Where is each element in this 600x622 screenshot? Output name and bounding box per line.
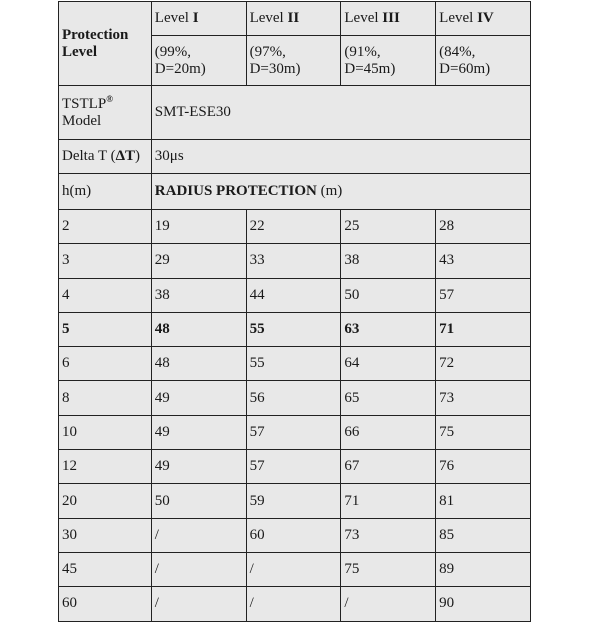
table-row — [59, 518, 531, 552]
radius-cell-level-4: 73 — [436, 381, 531, 415]
table-row — [59, 484, 531, 518]
level-4-header: Level IV — [436, 2, 531, 36]
radius-cell-level-1: 49 — [151, 450, 246, 484]
height-cell: 6 — [59, 347, 152, 381]
radius-cell-level-1: 19 — [151, 210, 246, 244]
level-3-detail: (91%, D=45m) — [341, 36, 436, 86]
level-1-detail: (99%, D=20m) — [151, 36, 246, 86]
radius-cell-level-1: 49 — [151, 381, 246, 415]
height-cell: 10 — [59, 415, 152, 449]
radius-cell-level-3: 73 — [341, 518, 436, 552]
radius-protection-table — [58, 1, 531, 622]
table-row — [59, 244, 531, 278]
table-row — [59, 381, 531, 415]
table-row — [59, 415, 531, 449]
radius-cell-level-4: 71 — [436, 312, 531, 346]
radius-cell-level-3: 38 — [341, 244, 436, 278]
radius-cell-level-3: 50 — [341, 278, 436, 312]
radius-cell-level-4: 89 — [436, 552, 531, 586]
radius-cell-level-4: 90 — [436, 587, 531, 621]
radius-cell-level-4: 76 — [436, 450, 531, 484]
radius-cell-level-1: 38 — [151, 278, 246, 312]
level-3-header: Level III — [341, 2, 436, 36]
height-cell: 2 — [59, 210, 152, 244]
radius-cell-level-2: 56 — [246, 381, 341, 415]
radius-cell-level-4: 75 — [436, 415, 531, 449]
height-cell: 30 — [59, 518, 152, 552]
level-2-detail: (97%, D=30m) — [246, 36, 341, 86]
radius-cell-level-4: 81 — [436, 484, 531, 518]
table-row — [59, 347, 531, 381]
level-2-header: Level II — [246, 2, 341, 36]
level-4-detail: (84%, D=60m) — [436, 36, 531, 86]
radius-cell-level-2: / — [246, 552, 341, 586]
radius-cell-level-2: 57 — [246, 415, 341, 449]
height-cell: 3 — [59, 244, 152, 278]
height-cell: 4 — [59, 278, 152, 312]
protection-level-header: Protection Level — [59, 2, 152, 86]
height-cell: 12 — [59, 450, 152, 484]
radius-cell-level-1: / — [151, 587, 246, 621]
radius-cell-level-2: 33 — [246, 244, 341, 278]
radius-cell-level-3: 75 — [341, 552, 436, 586]
radius-cell-level-3: 65 — [341, 381, 436, 415]
height-cell: 8 — [59, 381, 152, 415]
radius-cell-level-2: 59 — [246, 484, 341, 518]
model-label: TSTLP® Model — [59, 86, 152, 140]
height-cell: 45 — [59, 552, 152, 586]
radius-cell-level-4: 85 — [436, 518, 531, 552]
radius-cell-level-3: 66 — [341, 415, 436, 449]
table-row — [59, 450, 531, 484]
radius-cell-level-2: / — [246, 587, 341, 621]
radius-cell-level-3: 67 — [341, 450, 436, 484]
radius-cell-level-3: 71 — [341, 484, 436, 518]
radius-cell-level-4: 28 — [436, 210, 531, 244]
radius-protection-header: RADIUS PROTECTION (m) — [151, 174, 530, 210]
radius-cell-level-1: 48 — [151, 312, 246, 346]
radius-cell-level-2: 44 — [246, 278, 341, 312]
radius-cell-level-3: 64 — [341, 347, 436, 381]
radius-cell-level-2: 60 — [246, 518, 341, 552]
radius-cell-level-1: 50 — [151, 484, 246, 518]
radius-cell-level-1: 29 — [151, 244, 246, 278]
radius-cell-level-4: 57 — [436, 278, 531, 312]
height-cell: 20 — [59, 484, 152, 518]
height-cell: 5 — [59, 312, 152, 346]
table-row — [59, 312, 531, 346]
height-cell: 60 — [59, 587, 152, 621]
radius-cell-level-2: 55 — [246, 312, 341, 346]
radius-cell-level-2: 57 — [246, 450, 341, 484]
height-column-header: h(m) — [59, 174, 152, 210]
radius-cell-level-1: / — [151, 552, 246, 586]
radius-cell-level-4: 72 — [436, 347, 531, 381]
radius-cell-level-1: 48 — [151, 347, 246, 381]
model-value: SMT-ESE30 — [151, 86, 530, 140]
radius-cell-level-1: 49 — [151, 415, 246, 449]
radius-cell-level-4: 43 — [436, 244, 531, 278]
radius-cell-level-3: 63 — [341, 312, 436, 346]
radius-cell-level-3: / — [341, 587, 436, 621]
radius-cell-level-2: 55 — [246, 347, 341, 381]
radius-cell-level-2: 22 — [246, 210, 341, 244]
delta-t-label: Delta T (ΔT) — [59, 140, 152, 174]
radius-cell-level-1: / — [151, 518, 246, 552]
level-1-header: Level I — [151, 2, 246, 36]
table-row — [59, 210, 531, 244]
table-row — [59, 278, 531, 312]
radius-cell-level-3: 25 — [341, 210, 436, 244]
delta-t-value: 30μs — [151, 140, 530, 174]
table-row — [59, 552, 531, 586]
table-row — [59, 587, 531, 621]
